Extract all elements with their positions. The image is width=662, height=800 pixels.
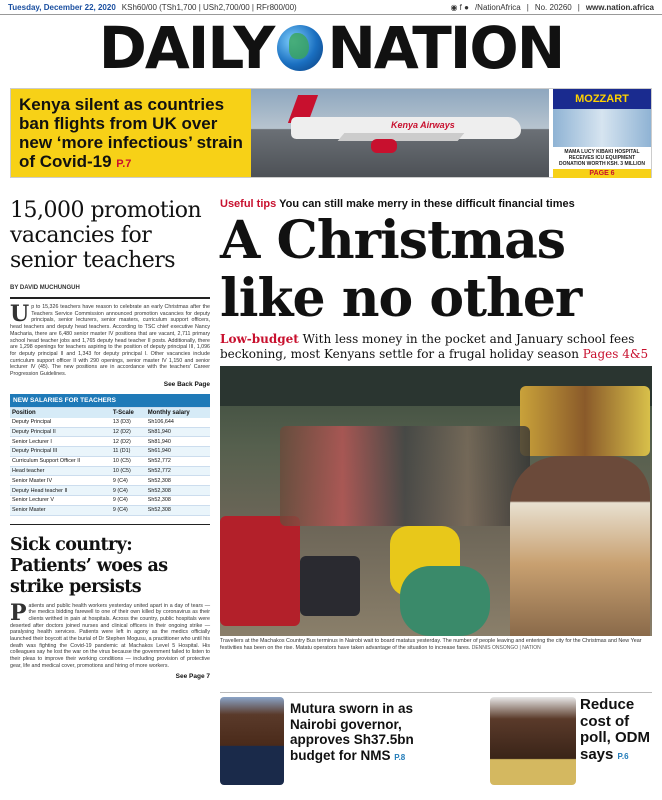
mutura-portrait (220, 697, 284, 785)
cell: 10 (C5) (111, 456, 146, 466)
odm-page-ref: P.6 (617, 751, 629, 761)
ad-caption: MAMA LUCY KIBAKI HOSPITAL RECEIVES ICU EQUIPMENT DONATION WORTH KSH. 3 MILLION (558, 149, 645, 167)
standfirst-label: Low-budget (220, 332, 299, 346)
table-row (10, 447, 210, 457)
cell: 9 (C4) (111, 495, 146, 505)
mozzart-logo: MOZZART (553, 89, 651, 109)
headline-line-2: like no other (220, 268, 582, 329)
lead-photo (220, 366, 652, 636)
table-row (10, 437, 210, 447)
cell: Curriculum Support Officer II (10, 456, 111, 466)
mutura-page-ref: P.8 (394, 752, 406, 762)
photo-crowd (280, 426, 530, 526)
plane-engine (371, 139, 397, 153)
divider (10, 297, 210, 299)
issue-number: No. 20260 (534, 2, 572, 12)
cell: Sh61,940 (146, 447, 210, 457)
cell: Deputy Principal III (10, 447, 111, 457)
sick-body (10, 599, 210, 670)
odm-headline-text: Reduce cost of poll, ODM says (580, 696, 650, 763)
cell: Sh52,308 (146, 495, 210, 505)
masthead (0, 16, 662, 80)
airplane-photo (251, 89, 549, 177)
ad-page-ref: PAGE 6 (553, 169, 651, 178)
cell: Sh52,772 (146, 466, 210, 476)
globe-icon (277, 25, 323, 71)
table-row (10, 505, 210, 515)
salary-table (10, 394, 210, 516)
col-tscale: T-Scale (111, 407, 146, 418)
cell: Sh52,308 (146, 476, 210, 486)
airline-livery: Kenya Airways (391, 120, 455, 130)
social-icons: ◉ f ● (450, 2, 469, 12)
standfirst-text: With less money in the pocket and January school fees beckoning, most Kenyans settle for a frugal holiday season (220, 332, 635, 361)
cell: Sh52,308 (146, 505, 210, 515)
photo-red-bag (220, 516, 300, 626)
promo-byline: BY DAVID MUCHUNGUH (10, 285, 80, 291)
divider (10, 524, 210, 525)
cell: Senior Master IV (10, 476, 111, 486)
cell: 13 (D3) (111, 418, 146, 427)
top-bar (0, 0, 662, 15)
cover-price: KSh60/00 (TSh1,700 | USh2,700/00 | RFr800/00) (121, 2, 297, 12)
kicker-label: Useful tips (220, 198, 277, 210)
website-link[interactable]: www.nation.africa (585, 2, 654, 12)
table-row (10, 486, 210, 496)
lead-headline[interactable] (220, 212, 652, 328)
lead-kicker (220, 198, 652, 210)
table-row (10, 456, 210, 466)
raila-portrait (490, 697, 576, 785)
mutura-story[interactable] (220, 697, 432, 787)
banner-story[interactable] (11, 89, 251, 177)
photo-luggage (300, 556, 360, 616)
sick-dropcap: P (10, 599, 27, 626)
promo-body (10, 301, 210, 378)
cell: 9 (C4) (111, 476, 146, 486)
col-salary: Monthly salary (146, 407, 210, 418)
photo-credit: DENNIS ONSONGO | NATION (471, 645, 541, 651)
salary-table-caption: NEW SALARIES FOR TEACHERS (10, 394, 210, 408)
masthead-daily: DAILY (98, 14, 274, 82)
table-row (10, 495, 210, 505)
cell: Sh81,940 (146, 427, 210, 437)
mutura-headline-text: Mutura sworn in as Nairobi governor, approves Sh37.5bn budget for NMS (290, 701, 414, 763)
salary-table-header (10, 407, 210, 418)
promo-dropcap: U (10, 301, 30, 327)
sick-see-more[interactable]: See Page 7 (175, 672, 210, 680)
banner-page-ref: P.7 (116, 158, 132, 170)
table-row (10, 476, 210, 486)
cell: Deputy Principal II (10, 427, 111, 437)
cell: 9 (C4) (111, 505, 146, 515)
headline-line-1: A Christmas (220, 210, 566, 271)
cell: Sh52,308 (146, 486, 210, 496)
table-row (10, 418, 210, 427)
odm-story[interactable] (490, 697, 652, 787)
cell: 9 (C4) (111, 486, 146, 496)
photo-woman (510, 456, 650, 636)
social-handle: /NationAfrica (474, 2, 521, 12)
cell: Head teacher (10, 466, 111, 476)
sick-headline[interactable]: Sick country: Patients’ woes as strike persists (10, 534, 168, 597)
mutura-headline (290, 701, 432, 765)
cell: Senior Lecturer V (10, 495, 111, 505)
standfirst-pages: Pages 4&5 (582, 347, 649, 361)
sick-text: atients and public health workers yesterday united apart in a day of tears — the medics bidding farewell to one of their own killed by coronavirus as their clients writhed in pain at hospitals. Across the country, public hospitals were deserted after doctors joined nurses and clinical officers in their ongoing strike — paralysing health services. Patients were left in agony as the medics officially launched their boycott at the burial of Dr Stephen Mogusu, a practitioner who until his death was fighting the Covid-19 pandemic at Machakos Level 5 Hospital. His colleagues say he lost the war on the virus because the government failed to listen to their pleas to improve their working conditions — including provision of protective gear, life and medical cover, promotions and hiring of more workers. (10, 602, 210, 669)
issue-date: Tuesday, December 22, 2020 (8, 2, 116, 12)
promo-text: p to 15,326 teachers have reason to celebrate an early Christmas after the Teachers Service Commission announced promotion vacancies for deputy principals, senior lecturers, senior masters, curriculum support officers, head teachers and deputy head teachers. According to TSC chief executive Nancy Macharia, there are 6,480 senior master IV positions that are vacant, 2,711 primary school head teacher jobs and 1,765 deputy head teacher II posts. Additionally, there are 1,298 openings for teachers aspiring to the position of deputy principal III, 1,096 for deputy principal II and 1,343 for deputy principal I. Other vacancies include curriculum support officer II with 290 openings, senior master IV 1,150 and senior lecturer IV (45). The new positions are in accordance with the teachers' Career Progression Guidelines. (10, 304, 210, 378)
ad-photo (553, 109, 651, 147)
kicker-text: You can still make merry in these difficult financial times (279, 198, 575, 210)
banner-headline: Kenya silent as countries ban flights from UK over new ‘more infectious’ strain of Covid-19 (19, 95, 243, 171)
cell: Sh52,772 (146, 456, 210, 466)
left-column (10, 198, 210, 680)
cell: 12 (D2) (111, 427, 146, 437)
cell: 10 (C5) (111, 466, 146, 476)
odm-headline (580, 697, 652, 765)
top-banner (10, 88, 652, 178)
cell: 11 (D1) (111, 447, 146, 457)
masthead-nation: NATION (327, 14, 564, 82)
lead-story (220, 198, 652, 652)
cell: Deputy Principal (10, 418, 111, 427)
cell: Sh106,644 (146, 418, 210, 427)
promo-headline[interactable]: 15,000 promotion vacancies for senior teachers (10, 198, 202, 273)
table-row (10, 466, 210, 476)
mozzart-ad[interactable] (553, 89, 651, 177)
cell: Senior Lecturer I (10, 437, 111, 447)
caption-text: Travellers at the Machakos Country Bus terminus in Nairobi wait to board matatus yesterday. The number of people leaving and entering the city for the Christmas and New Year festivities has been on the rise. Matatu operators have taken advantage of the situation to increase fares. (220, 638, 642, 651)
lead-standfirst (220, 332, 652, 362)
top-bar-right: ◉ f ● /NationAfrica | No. 20260 | www.nation.africa (450, 2, 654, 12)
photo-caption (220, 638, 652, 652)
cell: Senior Master (10, 505, 111, 515)
photo-shop-goods (520, 386, 650, 456)
plane-wing (338, 133, 465, 141)
bottom-strip (220, 692, 652, 792)
promo-see-more[interactable]: See Back Page (163, 380, 210, 388)
photo-green-sack (400, 566, 490, 636)
cell: Deputy Head teacher II (10, 486, 111, 496)
col-position: Position (10, 407, 111, 418)
cell: 12 (D2) (111, 437, 146, 447)
cell: Sh81,940 (146, 437, 210, 447)
table-row (10, 427, 210, 437)
